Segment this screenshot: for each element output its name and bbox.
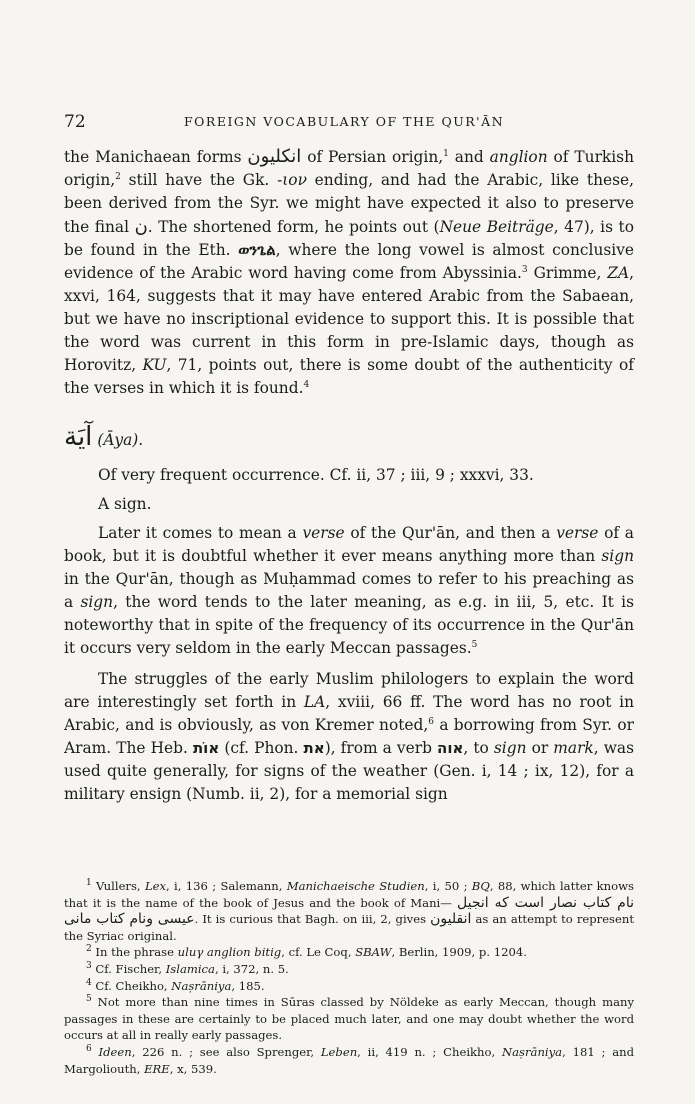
- paragraph-meaning: A sign.: [98, 495, 152, 513]
- arabic-word: انقليون: [430, 911, 472, 928]
- text-run: , 185.: [231, 978, 265, 993]
- hebrew-verb: אוה: [437, 739, 464, 757]
- text-run: and: [448, 148, 490, 166]
- entry-transliteration: (Āya).: [97, 431, 144, 449]
- italic-title: Leben: [320, 1044, 358, 1059]
- arabic-word: انكليون: [247, 146, 302, 167]
- text-run: In the phrase: [91, 945, 178, 960]
- text-run: ), from a verb: [324, 739, 438, 757]
- entry-arabic: آيَة: [64, 422, 93, 452]
- greek-ending: -ιον: [277, 171, 307, 189]
- text-run: of a book, but it is doubtful whether it ever means anything more than: [64, 524, 634, 565]
- entry-heading: [64, 422, 634, 452]
- text-run: , where the long vowel is almost conclusive evidence of the Arabic word having come from Abyssinia.: [64, 241, 635, 282]
- text-run: in the Qur'ān, though as Muḥammad comes to refer to his preaching as a: [64, 570, 634, 611]
- italic-term: verse: [302, 524, 345, 542]
- footnotes: [64, 878, 634, 1077]
- paragraph-etymology: [64, 668, 634, 806]
- italic-abbrev: ZA: [607, 264, 630, 282]
- italic-title: Lex: [144, 879, 167, 893]
- text-run: Vullers,: [91, 879, 145, 893]
- text-run: , 226 n. ; see also Sprenger,: [131, 1044, 321, 1059]
- paragraph-later-meaning: [64, 522, 634, 660]
- text-run: Cf. Fischer,: [91, 961, 166, 976]
- page-header: [64, 112, 634, 132]
- text-run: , i, 136 ; Salemann,: [166, 879, 287, 893]
- hebrew-word: אוֹת: [192, 739, 220, 757]
- arabic-letter: ن: [134, 216, 148, 237]
- text-run: still have the Gk.: [120, 171, 278, 189]
- footnote-ref: 4: [303, 379, 310, 390]
- footnote-4: [64, 978, 634, 995]
- text-run: Grimme,: [527, 264, 608, 282]
- phoenician-word: את: [303, 739, 325, 757]
- italic-abbrev: KU: [142, 356, 167, 374]
- text-run: . The shortened form, he points out (: [147, 218, 440, 236]
- running-title: FOREIGN VOCABULARY OF THE QUR'ĀN: [184, 114, 505, 129]
- paragraph-continuation: [64, 145, 634, 400]
- text-run: , Berlin, 1909, p. 1204.: [391, 945, 527, 960]
- footnote-1: [64, 878, 634, 944]
- text-run: , i, 50 ;: [424, 879, 472, 893]
- text-run: [92, 1045, 99, 1059]
- italic-title: Neue Beiträge: [439, 218, 554, 236]
- text-run: Not more than nine times in Sūras classed by Nöldeke as early Meccan, though many passages in these are certainly to be placed much later, and one may doubt whether the word occurs at all in really early passages.: [64, 995, 634, 1043]
- italic-abbrev: LA: [303, 693, 326, 711]
- text-run: , x, 539.: [169, 1061, 217, 1076]
- footnote-ref: 2: [115, 171, 121, 182]
- footnote-ref: 6: [428, 716, 435, 727]
- paragraph-occurrence: Of very frequent occurrence. Cf. ii, 37 ; iii, 9 ; xxxvi, 33.: [98, 466, 534, 484]
- text-run: The struggles of the early Muslim philologers to explain the word are interestingly set forth in: [64, 670, 634, 711]
- italic-term: sign: [493, 739, 527, 757]
- text-run: Cf. Cheikho,: [91, 978, 172, 993]
- page-number: 72: [64, 112, 86, 132]
- italic-term: verse: [556, 524, 599, 542]
- text-run: , cf. Le Coq,: [281, 945, 356, 960]
- italic-abbrev: BQ: [471, 879, 490, 893]
- text-run: , 181 ; and Margoliouth,: [64, 1044, 634, 1076]
- italic-title: Manichaeische Studien: [286, 879, 425, 893]
- italic-title: Naṣrāniya: [171, 978, 232, 993]
- italic-title: Naṣrāniya: [501, 1044, 563, 1059]
- footnote-3: [64, 961, 634, 978]
- text-run: , 47), is to be found in the Eth.: [64, 218, 634, 259]
- footnote-2: [64, 944, 634, 961]
- text-run: , xxvi, 164, suggests that it may have entered Arabic from the Sabaean, but we have no inscriptional evidence to support this. It is possible that the word was current in this form in pre-Islamic days, though as Horovitz,: [64, 264, 635, 374]
- text-run: a borrowing from Syr. or Aram. The Heb.: [64, 716, 634, 757]
- italic-term: anglion: [489, 148, 548, 166]
- text-run: of Persian origin,: [301, 148, 444, 166]
- italic-abbrev: ERE: [144, 1061, 170, 1076]
- footnote-number: 2: [86, 944, 92, 955]
- text-run: ending, and had the Arabic, like these, been derived from the Syr. we might have expected it also to preserve the final: [64, 171, 634, 236]
- arabic-quote: نام كتاب نصار است كه انجيل عيسى ونام كتاب مانى: [64, 894, 635, 928]
- main-text: [64, 145, 634, 806]
- text-run: Later it comes to mean a: [98, 524, 303, 542]
- text-run: , i, 372, n. 5.: [214, 961, 289, 976]
- footnote-number: 4: [86, 977, 92, 988]
- italic-title: Ideen: [98, 1044, 132, 1059]
- text-run: , to: [463, 739, 494, 757]
- text-run: , was used quite generally, for signs of the weather (Gen. i, 14 ; ix, 12), for a military ensign (Numb. ii, 2), for a memorial sign: [64, 739, 634, 803]
- text-run: , 88, which latter knows that it is the name of the book of Jesus and the book of Mani—: [64, 879, 634, 910]
- text-run: , xviii, 66 ff. The word has no root in Arabic, and is obviously, as von Kremer noted,: [64, 693, 634, 734]
- text-run: as an attempt to represent the Syriac original.: [64, 912, 634, 943]
- ethiopic-word: ወንጌል: [238, 241, 276, 259]
- footnote-ref: 3: [521, 264, 528, 275]
- footnote-ref: 5: [471, 639, 478, 650]
- footnote-5: [64, 994, 634, 1044]
- italic-phrase: uluγ anglion bitig: [177, 945, 282, 960]
- footnote-number: 3: [86, 961, 92, 972]
- italic-term: sign: [601, 547, 634, 565]
- italic-term: mark: [553, 739, 594, 757]
- italic-abbrev: SBAW: [355, 945, 392, 960]
- footnote-number: 1: [86, 878, 92, 889]
- text-run: . It is curious that Bagh. on iii, 2, gives: [194, 912, 431, 927]
- footnote-6: [64, 1044, 634, 1077]
- footnote-ref: 1: [443, 148, 449, 159]
- text-run: or: [526, 739, 554, 757]
- text-run: , 71, points out, there is some doubt of the authenticity of the verses in which it is found.: [64, 356, 634, 397]
- italic-term: sign: [80, 593, 114, 611]
- text-run: of Turkish origin,: [64, 148, 634, 189]
- footnote-number: 5: [86, 994, 92, 1005]
- text-run: , ii, 419 n. ; Cheikho,: [357, 1044, 502, 1059]
- footnote-number: 6: [86, 1044, 92, 1055]
- text-run: the Manichaean forms: [64, 148, 248, 166]
- italic-title: Islamica: [165, 961, 215, 976]
- text-run: , the word tends to the later meaning, as e.g. in iii, 5, etc. It is noteworthy that in spite of the frequency of its occurrence in the Qur'ān it occurs very seldom in the early Meccan passages.: [64, 593, 634, 657]
- text-run: of the Qur'ān, and then a: [344, 524, 557, 542]
- text-run: (cf. Phon.: [219, 739, 304, 757]
